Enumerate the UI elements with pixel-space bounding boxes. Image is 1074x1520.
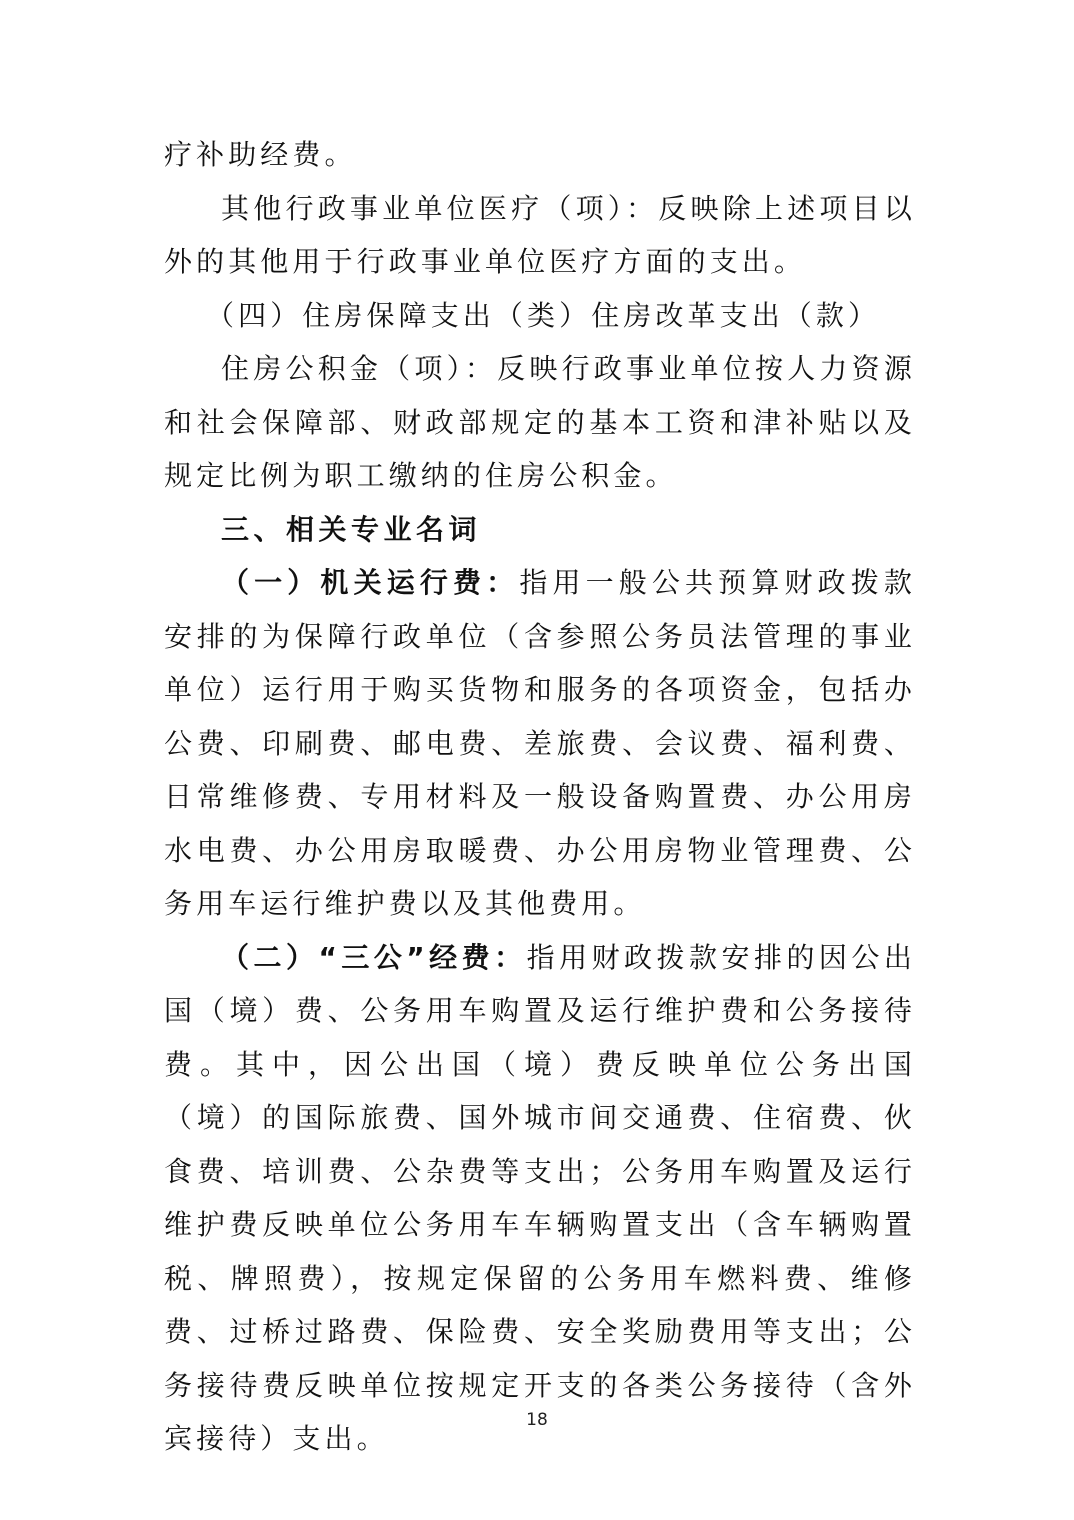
definition-three-public-expenses: 指用财政拨款安排的因公出国（境）费、公务用车购置及运行维护费和公务接待费。其中，因公出国（境）费反映单位公务出国（境）的国际旅费、国外城市间交通费、住宿费、伙食费、培训费、公杂费等支出；公务用车购置及运行维护费反映单位公务用车车辆购置支出（含车辆购置税、牌照费），按规定保留的公务用车燃料费、维修费、过桥过路费、保险费、安全奖励费用等支出；公务接待费反映单位按规定开支的各类公务接待（含外宾接待）支出。 (164, 940, 916, 1455)
definition-operating-cost: 指用一般公共预算财政拨款安排的为保障行政单位（含参照公务员法管理的事业单位）运行用于购买货物和服务的各项资金，包括办公费、印刷费、邮电费、差旅费、会议费、福利费、日常维修费、专用材料及一般设备购置费、办公用房水电费、办公用房取暖费、办公用房物业管理费、公务用车运行维护费以及其他费用。 (164, 566, 917, 920)
page-number: 18 (526, 1410, 548, 1430)
section-heading: 三、相关专业名词 (221, 512, 482, 546)
paragraph-housing-fund: 住房公积金（项）：反映行政事业单位按人力资源和社会保障部、财政部规定的基本工资和津补贴以及规定比例为职工缴纳的住房公积金。 (164, 352, 916, 492)
document-body (164, 128, 916, 1466)
term-paragraph-three-public (164, 931, 916, 1466)
paragraph-continuation: 疗补助经费。 (164, 138, 357, 171)
paragraph-housing-category: （四）住房保障支出（类）住房改革支出（款） (206, 298, 881, 332)
term-three-public-expenses: （二）“三公”经费： (221, 940, 527, 974)
term-paragraph-operating-cost (164, 556, 916, 931)
paragraph-other-medical: 其他行政事业单位医疗（项）：反映除上述项目以外的其他用于行政事业单位医疗方面的支出。 (164, 191, 916, 278)
term-operating-cost: （一）机关运行费： (221, 566, 520, 599)
